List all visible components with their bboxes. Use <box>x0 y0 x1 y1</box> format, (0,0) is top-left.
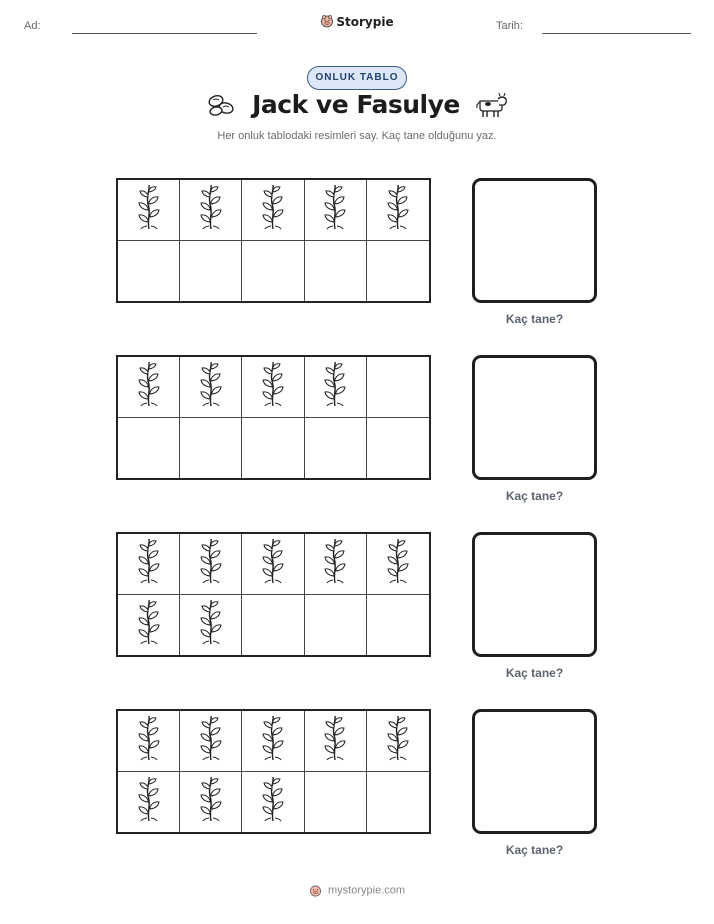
beans-icon <box>206 96 242 113</box>
ten-frame-cell <box>180 241 242 302</box>
beanstalk-icon <box>198 361 224 412</box>
ten-frame-cell <box>180 418 242 479</box>
pig-logo-icon <box>320 14 334 31</box>
beanstalk-icon <box>322 715 348 766</box>
date-label: Tarih: <box>496 20 523 32</box>
ten-frame-cell <box>367 534 429 595</box>
ten-frame-cell <box>305 711 367 772</box>
title-row <box>0 90 714 119</box>
worksheet-type-badge: ONLUK TABLO <box>307 66 407 90</box>
answer-label-2: Kaç tane? <box>505 489 564 503</box>
ten-frame-cell <box>305 772 367 833</box>
beanstalk-icon <box>198 599 224 650</box>
ten-frame-cell <box>305 418 367 479</box>
beanstalk-icon <box>322 361 348 412</box>
beanstalk-icon <box>136 599 162 650</box>
beanstalk-icon <box>385 715 411 766</box>
ten-frame-cell <box>242 711 304 772</box>
ten-frame-cell <box>367 711 429 772</box>
ten-frame-cell <box>242 418 304 479</box>
beanstalk-icon <box>136 538 162 589</box>
answer-box-2[interactable] <box>472 355 597 480</box>
beanstalk-icon <box>385 184 411 235</box>
answer-label-1: Kaç tane? <box>505 312 564 326</box>
ten-frame-cell <box>305 595 367 656</box>
beanstalk-icon <box>260 715 286 766</box>
ten-frame-cell <box>305 357 367 418</box>
beanstalk-icon <box>198 184 224 235</box>
ten-frame-cell <box>180 711 242 772</box>
page-title: Jack ve Fasulye <box>252 90 460 119</box>
name-label: Ad: <box>24 20 41 32</box>
brand <box>0 14 714 31</box>
ten-frame-cell <box>242 241 304 302</box>
ten-frame-cell <box>242 180 304 241</box>
ten-frame-cell <box>180 357 242 418</box>
ten-frame-cell <box>367 772 429 833</box>
answer-box-4[interactable] <box>472 709 597 834</box>
footer-pig-icon <box>309 884 328 896</box>
date-line[interactable] <box>542 33 691 34</box>
beanstalk-icon <box>136 776 162 827</box>
beanstalk-icon <box>136 715 162 766</box>
answer-box-1[interactable] <box>472 178 597 303</box>
answer-label-3: Kaç tane? <box>505 666 564 680</box>
ten-frame-cell <box>242 595 304 656</box>
beanstalk-icon <box>322 184 348 235</box>
footer <box>0 884 714 897</box>
beanstalk-icon <box>260 776 286 827</box>
ten-frame-cell <box>118 595 180 656</box>
ten-frame-cell <box>242 534 304 595</box>
ten-frame-cell <box>367 418 429 479</box>
ten-frame-cell <box>367 180 429 241</box>
ten-frame-cell <box>242 772 304 833</box>
beanstalk-icon <box>198 538 224 589</box>
instructions: Her onluk tablodaki resimleri say. Kaç tane olduğunu yaz. <box>217 130 497 142</box>
ten-frame-cell <box>118 180 180 241</box>
ten-frame-cell <box>180 534 242 595</box>
ten-frame-cell <box>367 357 429 418</box>
ten-frame-cell <box>180 595 242 656</box>
ten-frame-cell <box>118 418 180 479</box>
brand-name: Storypie <box>336 15 394 29</box>
beanstalk-icon <box>260 361 286 412</box>
ten-frame-cell <box>118 772 180 833</box>
ten-frame-cell <box>242 357 304 418</box>
answer-box-3[interactable] <box>472 532 597 657</box>
ten-frame-cell <box>118 711 180 772</box>
name-line[interactable] <box>72 33 257 34</box>
ten-frame-cell <box>180 180 242 241</box>
cow-icon <box>474 96 508 113</box>
ten-frame-1 <box>116 178 431 303</box>
ten-frame-cell <box>118 241 180 302</box>
beanstalk-icon <box>198 715 224 766</box>
footer-url: mystorypie.com <box>328 884 406 897</box>
beanstalk-icon <box>260 538 286 589</box>
beanstalk-icon <box>260 184 286 235</box>
ten-frame-cell <box>367 241 429 302</box>
beanstalk-icon <box>198 776 224 827</box>
ten-frame-cell <box>180 772 242 833</box>
beanstalk-icon <box>136 361 162 412</box>
ten-frame-4 <box>116 709 431 834</box>
ten-frame-3 <box>116 532 431 657</box>
ten-frame-cell <box>367 595 429 656</box>
ten-frame-cell <box>305 241 367 302</box>
ten-frame-2 <box>116 355 431 480</box>
ten-frame-cell <box>305 534 367 595</box>
ten-frame-cell <box>118 357 180 418</box>
ten-frame-cell <box>118 534 180 595</box>
answer-label-4: Kaç tane? <box>505 843 564 857</box>
beanstalk-icon <box>385 538 411 589</box>
beanstalk-icon <box>136 184 162 235</box>
ten-frame-cell <box>305 180 367 241</box>
beanstalk-icon <box>322 538 348 589</box>
